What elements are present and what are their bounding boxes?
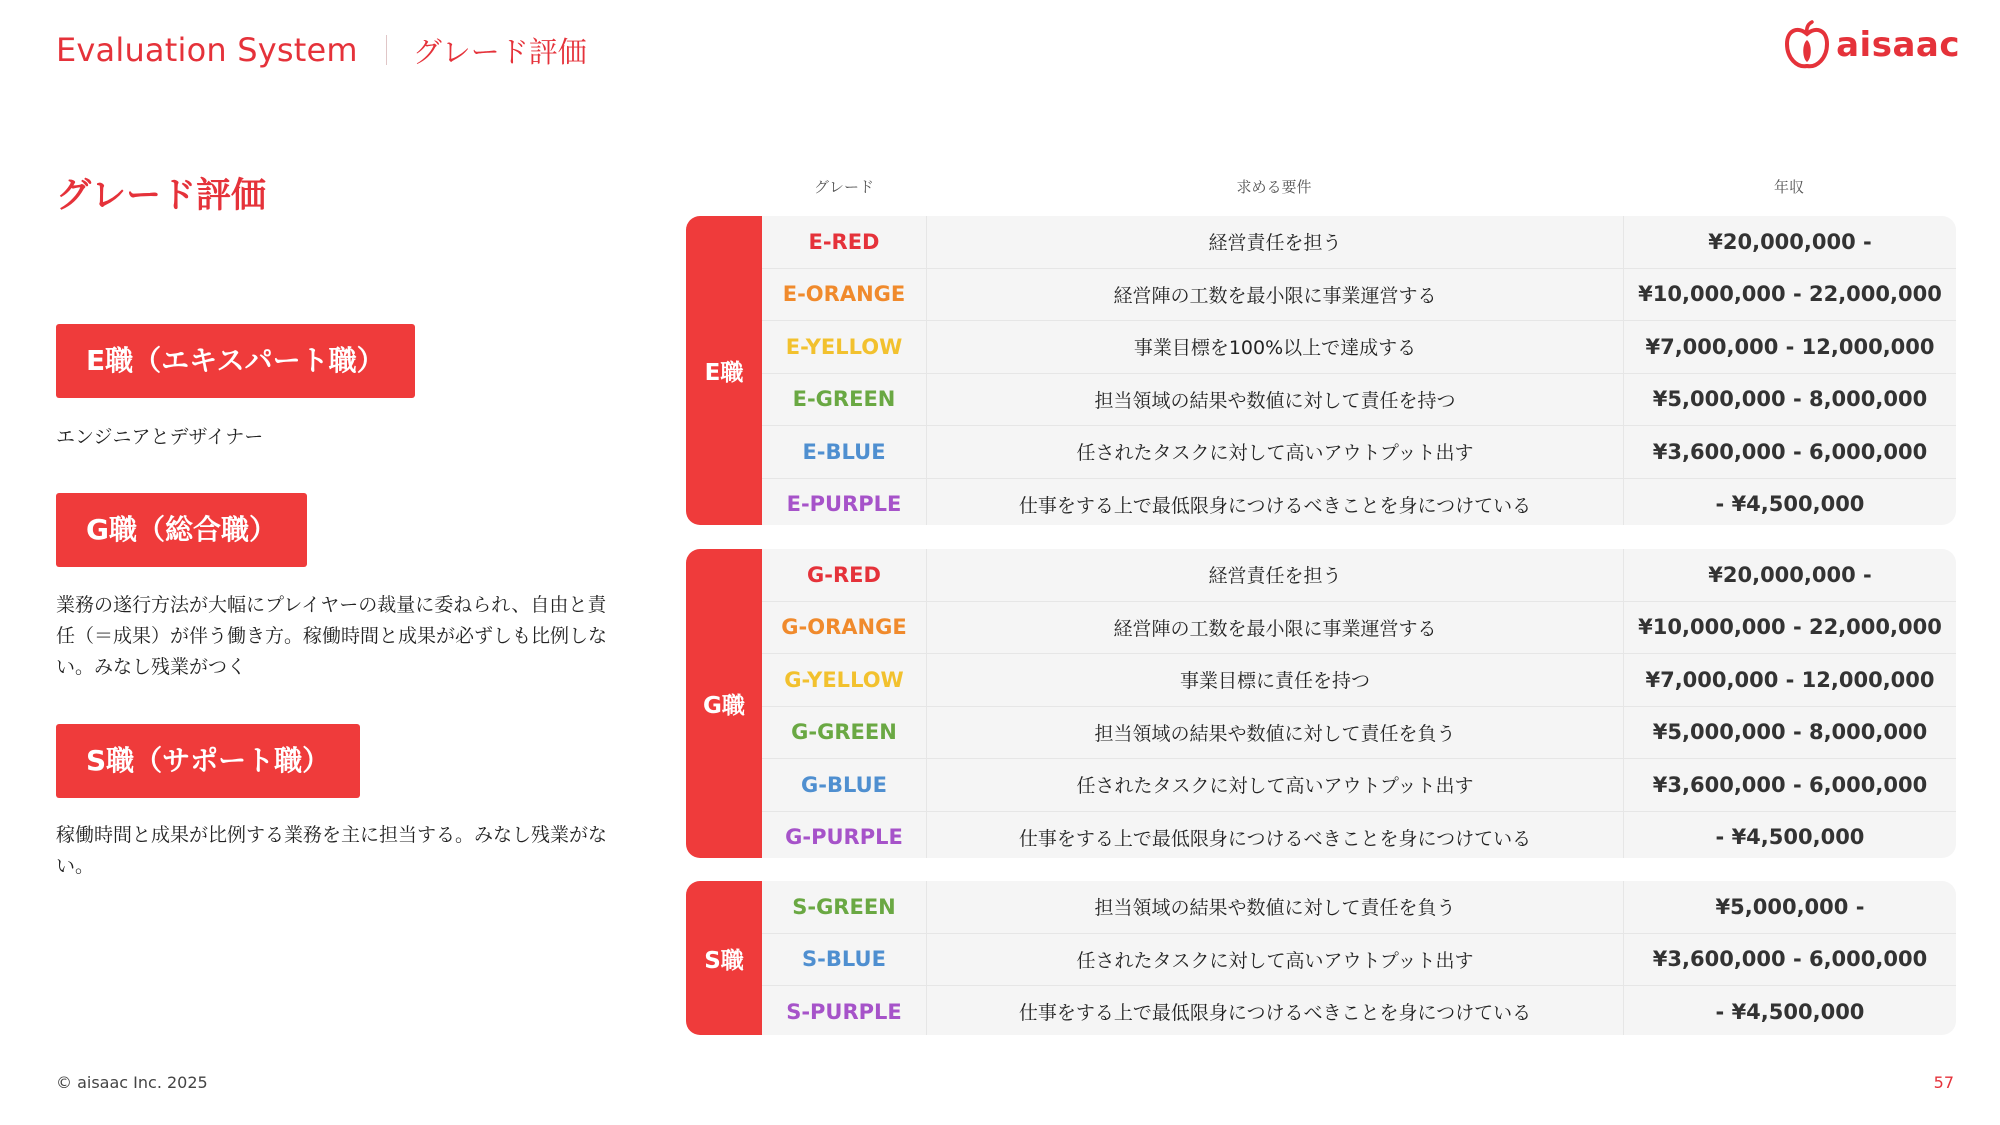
badge-g-general: G職（総合職） (56, 493, 307, 567)
group-rows (762, 549, 1956, 858)
grade-cell: G-GREEN (762, 707, 927, 759)
table-row (762, 374, 1956, 427)
grade-cell: G-ORANGE (762, 602, 927, 654)
requirement-cell: 担当領域の結果や数値に対して責任を負う (927, 707, 1624, 759)
grade-cell: E-YELLOW (762, 321, 927, 373)
group-label: S職 (686, 881, 762, 1035)
grade-cell: E-RED (762, 216, 927, 268)
salary-cell: ¥5,000,000 - (1715, 894, 1865, 919)
salary-cell: ¥3,600,000 - 6,000,000 (1652, 947, 1928, 972)
header-subtitle: グレード評価 (412, 34, 587, 69)
grade-cell: S-GREEN (762, 881, 927, 933)
table-row (762, 321, 1956, 374)
desc-g-general: 業務の遂行方法が大幅にプレイヤーの裁量に委ねられ、自由と責任（＝成果）が伴う働き方。稼働時間と成果が必ずしも比例しない。みなし残業がつく (56, 594, 608, 678)
table-row (762, 654, 1956, 707)
requirement-cell: 任されたタスクに対して高いアウトプット出す (927, 934, 1624, 986)
table-row (762, 759, 1956, 812)
grade-cell: E-ORANGE (762, 269, 927, 321)
requirement-cell: 経営陣の工数を最小限に事業運営する (927, 269, 1624, 321)
salary-cell: ¥10,000,000 - 22,000,000 (1638, 282, 1942, 307)
requirement-cell: 任されたタスクに対して高いアウトプット出す (927, 426, 1624, 478)
requirement-cell: 担当領域の結果や数値に対して責任を持つ (927, 374, 1624, 426)
salary-cell: ¥3,600,000 - 6,000,000 (1652, 439, 1928, 464)
desc-s-support: 稼働時間と成果が比例する業務を主に担当する。みなし残業がない。 (56, 824, 608, 877)
grade-cell: E-PURPLE (762, 479, 927, 526)
badge-s-support: S職（サポート職） (56, 724, 360, 798)
grade-group-s (686, 881, 1956, 1035)
apple-icon (1784, 20, 1830, 70)
grade-cell: G-BLUE (762, 759, 927, 811)
group-label: E職 (686, 216, 762, 525)
table-row (762, 479, 1956, 526)
requirement-cell: 担当領域の結果や数値に対して責任を負う (927, 881, 1624, 933)
table-row (762, 812, 1956, 859)
salary-cell: - ¥4,500,000 (1715, 492, 1865, 517)
requirement-cell: 経営陣の工数を最小限に事業運営する (927, 602, 1624, 654)
requirement-cell: 仕事をする上で最低限身につけるべきことを身につけている (927, 986, 1624, 1035)
table-row (762, 934, 1956, 987)
group-rows (762, 881, 1956, 1035)
header-divider (386, 35, 387, 65)
table-row (762, 269, 1956, 322)
header-title: Evaluation System (56, 31, 358, 69)
table-row (762, 986, 1956, 1035)
group-label: G職 (686, 549, 762, 858)
col-header-requirement: 求める要件 (1236, 178, 1312, 196)
logo (1784, 20, 1960, 70)
grade-cell: E-GREEN (762, 374, 927, 426)
table-row (762, 426, 1956, 479)
salary-cell: ¥5,000,000 - 8,000,000 (1652, 720, 1928, 745)
badge-e-expert: E職（エキスパート職） (56, 324, 415, 398)
requirement-cell: 仕事をする上で最低限身につけるべきことを身につけている (927, 479, 1624, 526)
grade-cell: E-BLUE (762, 426, 927, 478)
desc-e-expert: エンジニアとデザイナー (56, 426, 264, 448)
salary-cell: - ¥4,500,000 (1715, 825, 1865, 850)
requirement-cell: 仕事をする上で最低限身につけるべきことを身につけている (927, 812, 1624, 859)
grade-cell: S-PURPLE (762, 986, 927, 1035)
requirement-cell: 事業目標に責任を持つ (927, 654, 1624, 706)
col-header-salary: 年収 (1773, 178, 1804, 196)
logo-name: aisaac (1836, 25, 1960, 65)
group-rows (762, 216, 1956, 525)
grade-cell: S-BLUE (762, 934, 927, 986)
grade-cell: G-RED (762, 549, 927, 601)
salary-cell: - ¥4,500,000 (1715, 999, 1865, 1024)
header (56, 28, 587, 72)
requirement-cell: 経営責任を担う (927, 216, 1624, 268)
page-number: 57 (1933, 1073, 1954, 1092)
grade-group-e (686, 216, 1956, 525)
table-row (762, 216, 1956, 269)
salary-cell: ¥20,000,000 - (1708, 229, 1872, 254)
salary-cell: ¥20,000,000 - (1708, 562, 1872, 587)
grade-cell: G-PURPLE (762, 812, 927, 859)
grade-cell: G-YELLOW (762, 654, 927, 706)
salary-cell: ¥3,600,000 - 6,000,000 (1652, 772, 1928, 797)
table-row (762, 707, 1956, 760)
table-row (762, 602, 1956, 655)
grade-group-g (686, 549, 1956, 858)
salary-cell: ¥7,000,000 - 12,000,000 (1645, 334, 1935, 359)
col-header-grade: グレード (813, 178, 874, 196)
table-row (762, 881, 1956, 934)
table-row (762, 549, 1956, 602)
salary-cell: ¥10,000,000 - 22,000,000 (1638, 615, 1942, 640)
salary-cell: ¥7,000,000 - 12,000,000 (1645, 667, 1935, 692)
salary-cell: ¥5,000,000 - 8,000,000 (1652, 387, 1928, 412)
page-title: グレード評価 (56, 176, 267, 216)
requirement-cell: 事業目標を100%以上で達成する (927, 321, 1624, 373)
requirement-cell: 経営責任を担う (927, 549, 1624, 601)
requirement-cell: 任されたタスクに対して高いアウトプット出す (927, 759, 1624, 811)
footer-copyright: © aisaac Inc. 2025 (56, 1073, 208, 1092)
